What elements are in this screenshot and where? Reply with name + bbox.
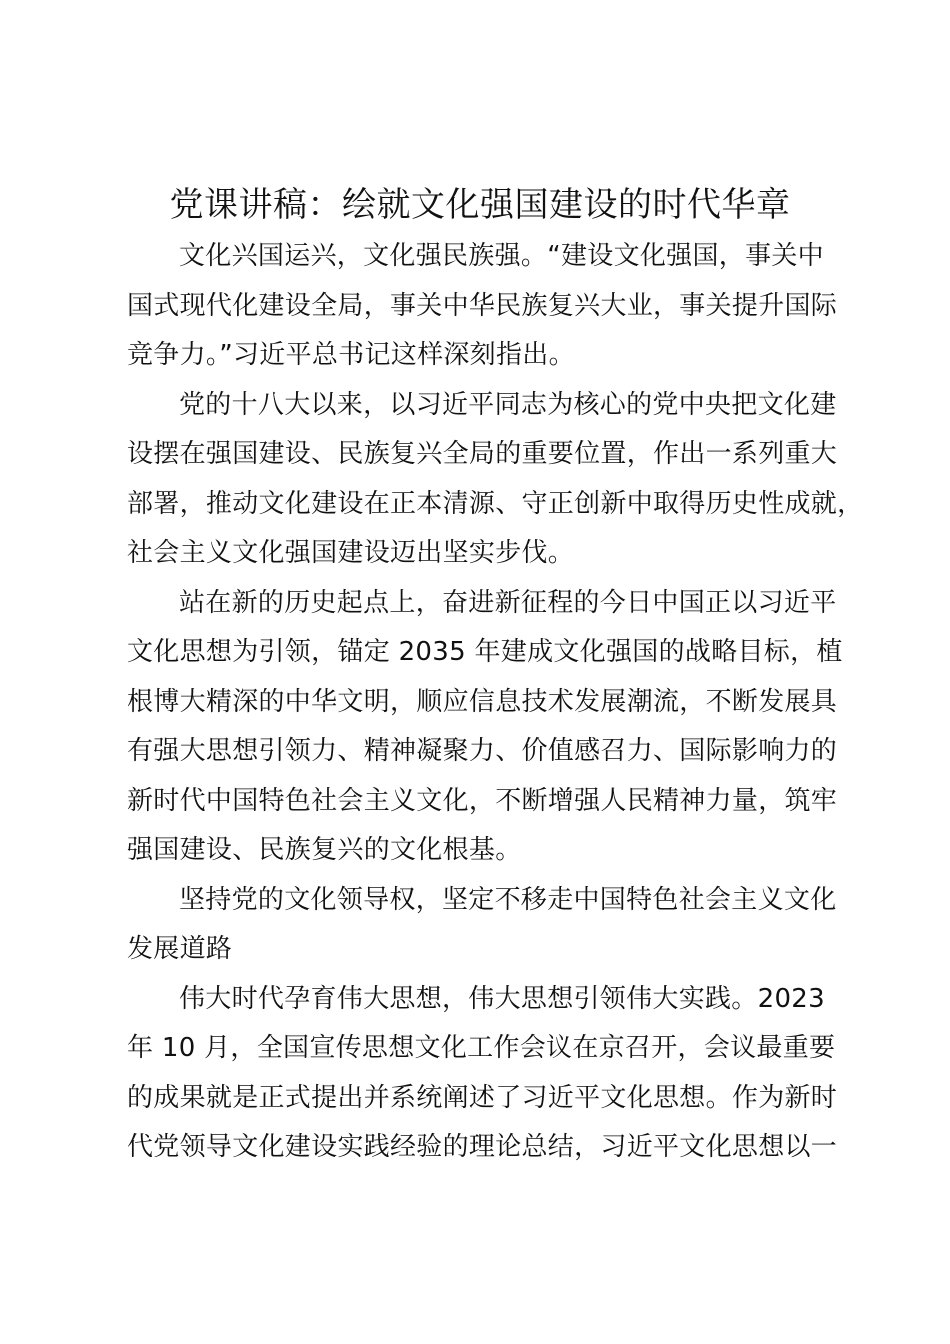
text-line: 竞争力。”习近平总书记这样深刻指出。 <box>127 340 575 370</box>
paragraph <box>127 232 847 381</box>
document-body <box>127 232 864 1173</box>
text-line: 有强大思想引领力、精神凝聚力、价值感召力、国际影响力的 <box>127 736 838 766</box>
text-line: 代党领导文化建设实践经验的理论总结，习近平文化思想以一 <box>127 1132 838 1162</box>
text-line: 的成果就是正式提出并系统阐述了习近平文化思想。作为新时 <box>127 1082 838 1113</box>
paragraph <box>127 579 847 876</box>
section-heading <box>127 876 847 975</box>
paragraph <box>127 381 864 579</box>
text-line: 强国建设、民族复兴的文化根基。 <box>127 835 522 865</box>
text-line: 年 10 月，全国宣传思想文化工作会议在京召开，会议最重要 <box>127 1033 836 1063</box>
text-line: 党的十八大以来，以习近平同志为核心的党中央把文化建 <box>179 389 837 420</box>
text-line: 伟大时代孕育伟大思想，伟大思想引领伟大实践。2023 <box>179 983 825 1014</box>
text-line: 社会主义文化强国建设迈出坚实步伐。 <box>127 538 575 568</box>
text-line: 坚持党的文化领导权，坚定不移走中国特色社会主义文化 <box>179 884 837 915</box>
text-line: 文化思想为引领，锚定 2035 年建成文化强国的战略目标，植 <box>127 637 843 667</box>
text-line: 部署，推动文化建设在正本清源、守正创新中取得历史性成就， <box>127 488 864 519</box>
text-line: 发展道路 <box>127 934 233 964</box>
text-line: 新时代中国特色社会主义文化，不断增强人民精神力量，筑牢 <box>127 785 838 816</box>
document-title: 党课讲稿：绘就文化强国建设的时代华章 <box>169 185 791 225</box>
text-line: 根博大精深的中华文明，顺应信息技术发展潮流，不断发展具 <box>127 686 838 717</box>
text-line: 国式现代化建设全局，事关中华民族复兴大业，事关提升国际 <box>127 290 838 321</box>
paragraph <box>127 975 847 1173</box>
text-line: 站在新的历史起点上，奋进新征程的今日中国正以习近平 <box>179 587 837 618</box>
text-line: 设摆在强国建设、民族复兴全局的重要位置，作出一系列重大 <box>127 439 838 469</box>
text-line: 文化兴国运兴，文化强民族强。“建设文化强国，事关中 <box>179 241 824 271</box>
